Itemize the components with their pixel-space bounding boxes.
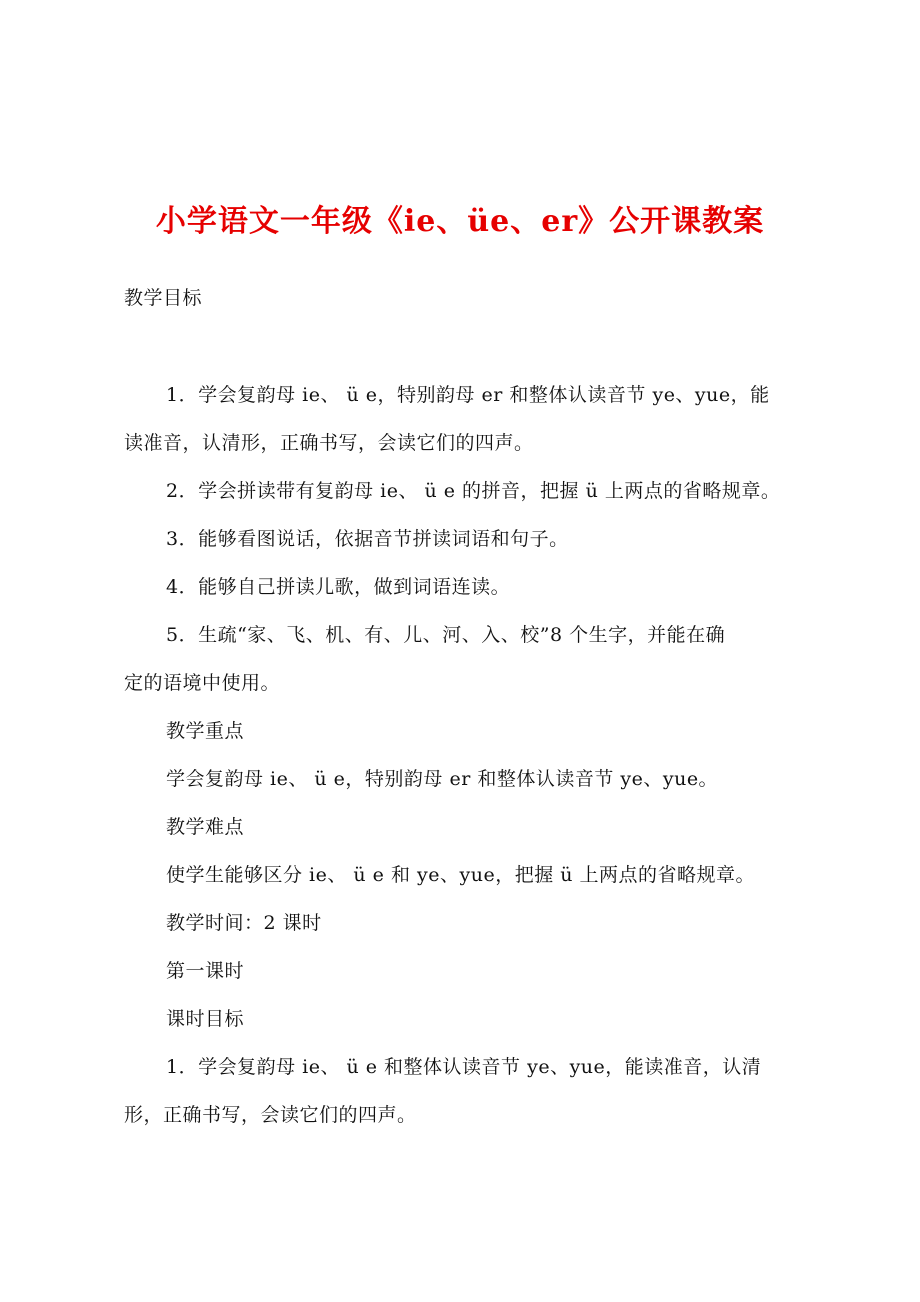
paragraph-line: 读准音，认清形，正确书写，会读它们的四声。: [124, 432, 534, 454]
paragraph-line: 3．能够看图说话，依据音节拼读词语和句子。: [166, 528, 569, 550]
paragraph-line: 5．生疏“家、飞、机、有、儿、河、入、校”8 个生字，并能在确: [166, 624, 726, 646]
teaching-time: 教学时间：2 课时: [166, 912, 322, 934]
section-heading-key-points: 教学重点: [166, 720, 245, 742]
paragraph-line: 4．能够自己拼读儿歌，做到词语连读。: [166, 576, 511, 598]
paragraph-line: 1．学会复韵母 ie、 ü e，特别韵母 er 和整体认读音节 ye、yue，能: [166, 384, 770, 406]
paragraph-line: 使学生能够区分 ie、 ü e 和 ye、yue，把握 ü 上两点的省略规章。: [166, 864, 756, 886]
paragraph-line: 定的语境中使用。: [124, 672, 281, 694]
paragraph-line: 1．学会复韵母 ie、 ü e 和整体认读音节 ye、yue，能读准音，认清: [166, 1056, 762, 1078]
paragraph-line: 学会复韵母 ie、 ü e，特别韵母 er 和整体认读音节 ye、yue。: [166, 768, 719, 790]
section-heading-lesson-objectives: 课时目标: [166, 1008, 245, 1030]
paragraph-line: 2．学会拼读带有复韵母 ie、 ü e 的拼音，把握 ü 上两点的省略规章。: [166, 480, 781, 502]
paragraph-line: 形，正确书写，会读它们的四声。: [124, 1104, 417, 1126]
section-heading-first-lesson: 第一课时: [166, 960, 245, 982]
section-heading-difficulties: 教学难点: [166, 816, 245, 838]
document-title: 小学语文一年级《ie、üe、er》公开课教案: [155, 204, 765, 239]
section-heading-objectives: 教学目标: [124, 287, 203, 309]
